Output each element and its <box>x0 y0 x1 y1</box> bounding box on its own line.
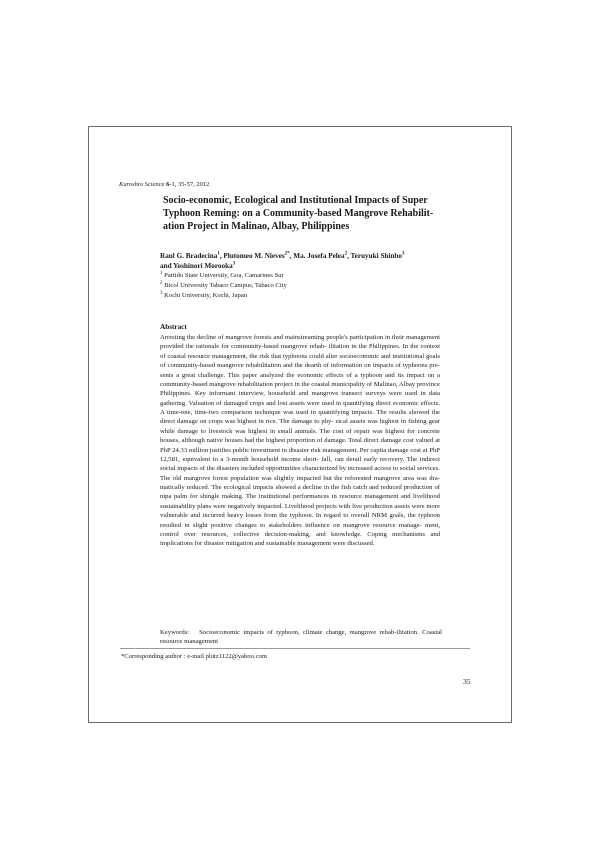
author-mark: 2 <box>344 251 348 257</box>
abstract-heading: Abstract <box>160 323 187 331</box>
paper-title <box>163 194 453 233</box>
author-list <box>160 251 405 271</box>
footnote-divider <box>120 648 470 649</box>
author-mark: 1 <box>217 251 220 257</box>
author-mark: 3 <box>232 261 236 267</box>
author-line: Raul G. Bradecina$^1$, Plutomeo M. Nieves$^{2*}$, Ma. Josefa Pelea$^2$, Teruyuki Shinbo$^3$ <box>160 251 405 260</box>
abstract-body: Arresting the decline of mangrove forests and mainstreaming people's participation in their management provided the rationale for community-based mangrove rehab- ilitation in the Philippines. In the context of coastal resource management, the risk that typhoons could alter socioeconomic and institutional goals of community-based mangrove rehabilitation and the dearth of information on impacts of typhoons pre- sents a great challenge. This paper analyzed the economic effects of a typhoon and its impact on a community-based mangrove rehabilitation project in the coastal municipality of Malinao, Albay province Philippines. Key informant interview, household and mangrove transect surveys were used in data gathering. Valuation of damaged crops and lost assets were used in quantifying direct economic effects. A time-one, time-two comparison technique was used in quantifying impacts. The results showed the direct damage on crops was highest in rice. The damage to phy- sical assets was highest in fishing gear while damage to livestock was highest in small animals. The cost of repair was highest for concrete houses, although native houses had the highest proportion of damage. Total direct damage cost valued at PhP 24.33 million justifies public investment in disaster risk management. Per capita damage cost at PhP 12,581, equivalent to a 3-month household income short- fall, can derail early recovery. The indirect social impacts of the disasters included opportunities characterized by increased access to social services. The old mangrove forest population was slightly impacted but the reforested mangrove area was dra- matically reduced. The ecological impacts showed a decline in the fish catch and reduced production of nipa palm for shingle making. The institutional performances in resource management and livelihood sustainability plans were negatively impacted. Livelihood projects with live production assets were more vulnerable and incurred heavy losses from the typhoon. In regard to overall NRM goals, the typhoon resulted in slight positive changes to stakeholders influence on mangrove resource manage- ment, control over resources, collective decision-making, and knowledge. Coping mechanisms and implications for disaster mitigation and sustainable management were discussed. <box>160 334 440 548</box>
page-number: 35 <box>463 677 471 686</box>
affiliation-mark: 2 <box>160 280 163 286</box>
journal-issue-pages: -1, 35-57, 2012 <box>169 181 210 188</box>
author-name: Plutomeo M. Nieves <box>223 252 285 260</box>
title-line: Typhoon Reming: on a Community-based Mangrove Rehabilit- <box>163 208 434 219</box>
author-name: Teruyuki Shinbo <box>350 252 403 260</box>
journal-citation <box>119 181 209 188</box>
author-name: Ma. Josefa Pelea <box>293 252 345 260</box>
author-name: Raul G. Bradecina <box>160 252 218 260</box>
keywords-text: Socioeconomic impacts of typhoon, climate change, mangrove rehab-ilitation. Coastal resource management <box>160 629 442 646</box>
affiliation-list <box>160 271 287 301</box>
journal-volume: 6 <box>166 181 170 188</box>
title-line: Socio-economic, Ecological and Institutional Impacts of Super <box>163 195 428 206</box>
affiliation-mark: 1 <box>160 270 163 276</box>
author-mark: 3 <box>402 251 405 257</box>
journal-name: Kuroshio Science <box>119 181 165 188</box>
affiliation-mark: 3 <box>160 290 163 296</box>
affiliation: $^1$ Partido State University, Goa, Camarines Sur <box>160 270 284 279</box>
keywords-label: Keywords: <box>160 629 190 636</box>
keywords <box>160 628 442 647</box>
author-mark: 2* <box>284 251 290 257</box>
author-line: and Yoshinori Morooka$^3$ <box>160 261 236 270</box>
author-name: Yoshinori Morooka <box>173 262 233 270</box>
corresponding-author-footnote: *Corresponding author : e-mail plutz1122@yahoo.com <box>121 653 267 660</box>
affiliation: $^3$ Kochi University, Kochi, Japan <box>160 290 248 299</box>
title-line: ation Project in Malinao, Albay, Philippines <box>163 221 350 232</box>
affiliation: $^2$ Bicol University Tabaco Campus, Tabaco City <box>160 280 287 289</box>
